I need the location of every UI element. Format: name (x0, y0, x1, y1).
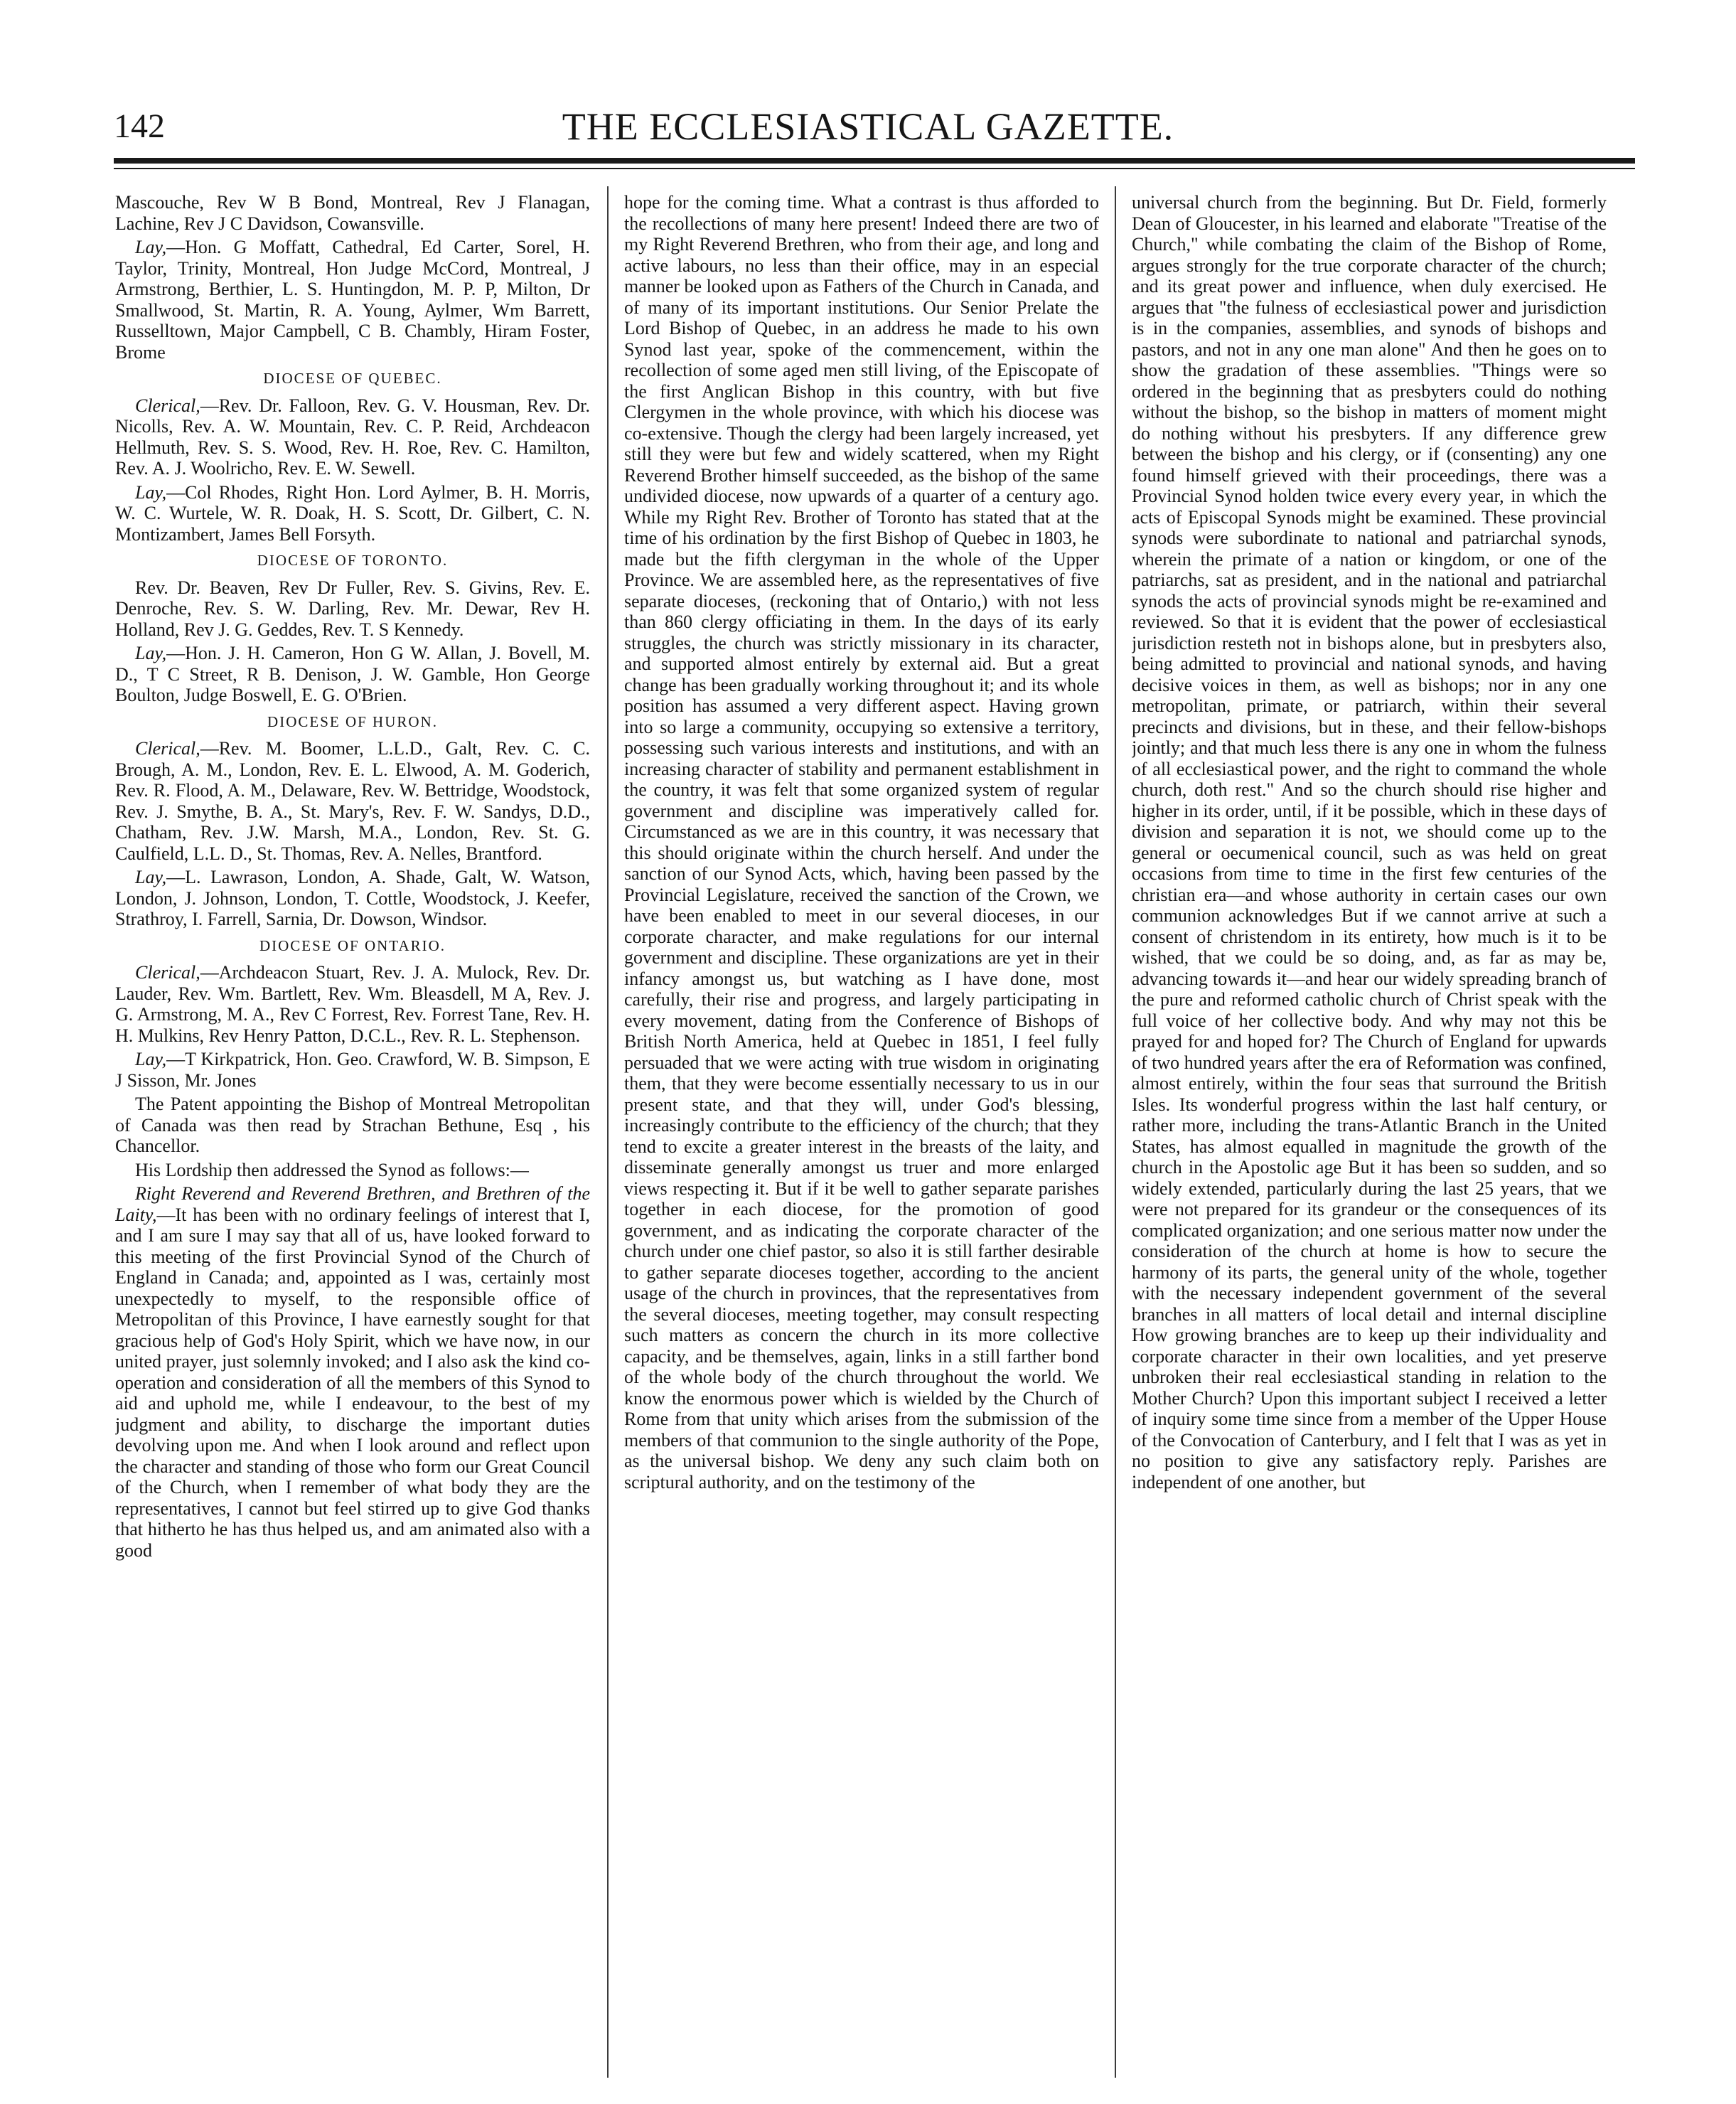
paragraph (115, 395, 590, 479)
paragraph (115, 643, 590, 706)
clerical-list: —Rev. Dr. Falloon, Rev. G. V. Housman, Rev. Dr. Nicolls, Rev. A. W. Mountain, Rev. C. P. Reid, Archdeacon Hellmuth, Rev. S. S. Wood, Rev. H. Roe, Rev. C. Hamilton, Rev. A. J. Woolricho, Rev. E. W. Sewell. (115, 395, 590, 479)
column-separator-1 (607, 186, 609, 2078)
paragraph (115, 237, 590, 363)
column-2 (624, 192, 1099, 2076)
page-number: 142 (114, 107, 165, 145)
masthead-title: THE ECCLESIASTICAL GAZETTE. (562, 105, 1174, 148)
paragraph: Mascouche, Rev W B Bond, Montreal, Rev J Flanagan, Lachine, Rev J C Davidson, Cowansville. (115, 192, 590, 234)
clerical-list: —Rev. M. Boomer, L.L.D., Galt, Rev. C. C. Brough, A. M., London, Rev. E. L. Elwood, A. M. Goderich, Rev. R. Flood, A. M., Delaware, Rev. W. Bettridge, Woodstock, Rev. J. Smythe, B. A., St. Mary's, Rev. F. W. Sandys, D.D., Chatham, Rev. J.W. Marsh, M.A., London, Rev. St. G. Caulfield, L.L. D., St. Thomas, Rev. A. Nelles, Brantford. (115, 738, 590, 864)
lay-label: Lay, (135, 481, 167, 503)
address-text: —It has been with no ordinary feelings of interest that I, and I am sure I may say that all of us, have looked forward to this meeting of the first Provincial Synod of the Church of England in Canada; and, appointed as I was, certainly most unexpectedly to myself, to the responsible office of Metropolitan of this Province, I have earnestly sought for that gracious help of God's Holy Spirit, which we have now, in our united prayer, just solemnly invoked; and I also ask the kind co-operation and consideration of all the members of this Synod to aid and uphold me, while I endeavour, to the best of my judgment and ability, to discharge the important duties devolving upon me. And when I look around and reflect upon the character and standing of those who form our Great Council of the Church, when I remember of what body they are the representatives, I cannot but feel stirred up to give God thanks that hitherto he has thus helped us, and am animated also with a good (115, 1204, 590, 1561)
lay-list: —Hon. G Moffatt, Cathedral, Ed Carter, Sorel, H. Taylor, Trinity, Montreal, Hon Judge McCord, Montreal, J Armstrong, Berthier, L. S. Huntingdon, M. P. P, Milton, Dr Smallwood, St. Martin, R. A. Young, Aylmer, Wm Barrett, Russelltown, Major Campbell, C B. Chambly, Hiram Foster, Brome (115, 237, 590, 363)
lay-label: Lay, (135, 643, 167, 663)
column-1 (115, 192, 590, 2076)
header-rule-thick (114, 158, 1635, 164)
lay-label: Lay, (135, 867, 167, 887)
paragraph (115, 962, 590, 1046)
lay-list: —T Kirkpatrick, Hon. Geo. Crawford, W. B. Simpson, E J Sisson, Mr. Jones (115, 1049, 590, 1091)
clerical-label: Clerical, (135, 395, 200, 416)
address-salutation: Right Reverend and Reverend Brethren, and Brethren of the Laity, (115, 1183, 590, 1225)
lay-list: —L. Lawrason, London, A. Shade, Galt, W. Watson, London, J. Johnson, London, T. Cottle, Woodstock, J. Keefer, Strathroy, I. Farrell, Sarnia, Dr. Dowson, Windsor. (115, 867, 590, 929)
clerical-label: Clerical, (135, 738, 200, 759)
header-rule-thin (114, 168, 1635, 169)
paragraph: universal church from the beginning. But Dr. Field, formerly Dean of Gloucester, in his learned and elaborate "Treatise of the Church," while combating the claim of the Bishop of Rome, argues strongly for the true corporate character of the church; and its great power and influence, when duly exercised. He argues that "the fulness of ecclesiastical power and jurisdiction is in the companies, assemblies, and synods of bishops and pastors, and not in any one man alone" And then he goes on to show the gradation of these assemblies. "Things were so ordered in the beginning that as presbyters could do nothing without the bishop, so the bishop in matters of moment might do nothing without his presbyters. If any difference grew between the bishop and his clergy, or if (consenting) any one found himself grieved with their proceedings, there was a Provincial Synod holden twice every every year, in which the acts of Episcopal Synods might be examined. These provincial synods were subordinate to national and patriarchal synods, wherein the primate of a nation or kingdom, or one of the patriarchs, sat as president, and in the national and patriarchal synods the acts of provincial synods might be re-examined and reviewed. So that it is evident that the power of ecclesiastical jurisdiction resteth not in bishops alone, but in presbyters also, being admitted to provincial and national synods, and having decisive voices in them, as well as bishops; nor in any one metropolitan, primate, or patriarch, within their several precincts and divisions, but in these, and their fellow-bishops jointly; and that much less there is any one in whom the fulness of all ecclesiastical power, and the right to command the whole church, doth rest." And so the church should rise higher and higher in its order, until, if it be possible, which in these days of division and separation it is not, we should come up to the general or oecumenical council, such as was held on great occasions from time to time in the first few centuries of the christian era—and whose authority in certain cases our own communion acknowledges But if we cannot arrive at such a consent of christendom in its entirety, how much is it to be wished, that we could be so doing, and, as far as may be, advancing towards it—and hear our widely spreading branch of the pure and reformed catholic church of Christ speak with the full voice of her collective body. And why may not this be prayed for and hoped for? The Church of England for upwards of two hundred years after the era of Reformation was confined, almost entirely, within the four seas that surround the British Isles. Its wonderful progress within the last half century, or rather more, including the trans-Atlantic Branch in the United States, has almost equalled in magnitude the growth of the church in the Apostolic age But it has been so sudden, and so widely extended, particularly during the last 25 years, that we were not prepared for its grandeur or the consequences of its complicated organization; and one serious matter now under the consideration of the church at home is how to secure the harmony of its parts, the general unity of the whole, together with the necessary independent government of the several branches in all matters of local detail and internal discipline How growing branches are to keep up their individuality and corporate character in their own localities, and yet preserve unbroken their real ecclesiastical standing in relation to the Mother Church? Upon this important subject I received a letter of inquiry some time since from a member of the Upper House of the Convocation of Canterbury, and I felt that I was as yet in no position to give any satisfactory reply. Parishes are independent of one another, but (1132, 192, 1607, 1492)
paragraph (115, 482, 590, 545)
lay-list: —Col Rhodes, Right Hon. Lord Aylmer, B. H. Morris, W. C. Wurtele, W. R. Doak, H. S. Scott, Dr. Gilbert, C. N. Montizambert, James Bell Forsyth. (115, 481, 590, 545)
paragraph (115, 1049, 590, 1091)
section-heading-ontario: DIOCESE OF ONTARIO. (259, 936, 446, 954)
column-3 (1132, 192, 1607, 2076)
clerical-label: Clerical, (135, 962, 200, 983)
section-heading-toronto: DIOCESE OF TORONTO. (257, 552, 449, 569)
paragraph (115, 738, 590, 864)
paragraph (115, 1183, 590, 1561)
section-heading-huron: DIOCESE OF HURON. (267, 712, 438, 730)
paragraph: hope for the coming time. What a contrast is thus afforded to the recollections of many here present! Indeed there are two of my Right Reverend Brethren, who from their age, and long and active labours, no less than their office, may in an especial manner be looked upon as Fathers of the Church in Canada, and of many of its important institutions. Our Senior Prelate the Lord Bishop of Quebec, in an address he made to his own Synod last year, spoke of the commencement, within the recollection of some aged men still living, of the Episcopate of the first Anglican Bishop in this country, with but five Clergymen in the whole province, with which his diocese was co-extensive. Though the clergy had been largely increased, yet still they were but few and widely scattered, when my Right Reverend Brother himself succeeded, as the bishop of the same undivided diocese, now upwards of a quarter of a century ago. While my Right Rev. Brother of Toronto has stated that at the time of his ordination by the first Bishop of Quebec in 1803, he made but the fifth clergyman in the whole of the Upper Province. We are assembled here, as the representatives of five separate dioceses, (reckoning that of Ontario,) with not less than 860 clergy officiating in them. In the days of its early struggles, the church was strictly missionary in its character, and supported almost entirely by external aid. But a great change has been gradually working throughout it; and its whole position has assumed a very different aspect. Having grown into so large a community, occupying so extensive a territory, possessing such various interests and institutions, and with an increasing character of stability and permanent establishment in the country, it was felt that some organized system of regular government and discipline was imperatively called for. Circumstanced as we are in this country, it was necessary that this should originate within the church herself. And under the sanction of our Synod Acts, which, having been passed by the Provincial Legislature, received the sanction of the Crown, we have been enabled to meet in our several dioceses, in our corporate character, and make regulations for our internal government and discipline. These organizations are yet in their infancy amongst us, but watching as I have done, most carefully, their rise and progress, and largely participating in every movement, dating from the Conference of Bishops of British North America, held at Quebec in 1851, I feel fully persuaded that we were acting with true wisdom in originating them, that they were become essentially necessary to us in our present state, and that they will, under God's blessing, increasingly contribute to the efficiency of the church; that they tend to excite a greater interest in the breasts of the laity, and disseminate generally amongst us truer and more enlarged views respecting it. But if it be well to gather separate parishes together in each diocese, for the promotion of good government, and as indicating the corporate character of the church under one chief pastor, so also it is still farther desirable to gather separate dioceses together, according to the ancient usage of the church in provinces, that the representatives from the several dioceses, meeting together, may consult respecting such matters as concern the church in its more collective capacity, and be themselves, again, links in a still farther bond of the whole body of the church throughout the world. We know the enormous power which is wielded by the Church of Rome from that unity which arises from the submission of the members of that communion to the single authority of the Pope, as the universal bishop. We deny any such claim both on scriptural authority, and on the testimony of the (624, 192, 1099, 1492)
paragraph: His Lordship then addressed the Synod as follows:— (135, 1159, 529, 1180)
paragraph: The Patent appointing the Bishop of Montreal Metropolitan of Canada was then read by Strachan Bethune, Esq , his Chancellor. (115, 1094, 590, 1156)
clerical-list: —Archdeacon Stuart, Rev. J. A. Mulock, Rev. Dr. Lauder, Rev. Wm. Bartlett, Rev. Wm. Bleasdell, M A, Rev. J. G. Armstrong, M. A., Rev C Forrest, Rev. Forrest Tane, Rev. H. H. Mulkins, Rev Henry Patton, D.C.L., Rev. R. L. Stephenson. (115, 962, 590, 1046)
paragraph: Rev. Dr. Beaven, Rev Dr Fuller, Rev. S. Givins, Rev. E. Denroche, Rev. S. W. Darling, Rev. Mr. Dewar, Rev H. Holland, Rev J. G. Geddes, Rev. T. S Kennedy. (115, 577, 590, 640)
paragraph (115, 867, 590, 930)
section-heading-quebec: DIOCESE OF QUEBEC. (263, 370, 442, 387)
lay-list: —Hon. J. H. Cameron, Hon G W. Allan, J. Bovell, M. D., T C Street, R B. Denison, J. W. Gamble, Hon George Boulton, Judge Boswell, E. G. O'Brien. (115, 643, 590, 705)
lay-label: Lay, (135, 1049, 167, 1069)
column-separator-2 (1115, 186, 1116, 2078)
lay-label: Lay, (135, 237, 167, 257)
